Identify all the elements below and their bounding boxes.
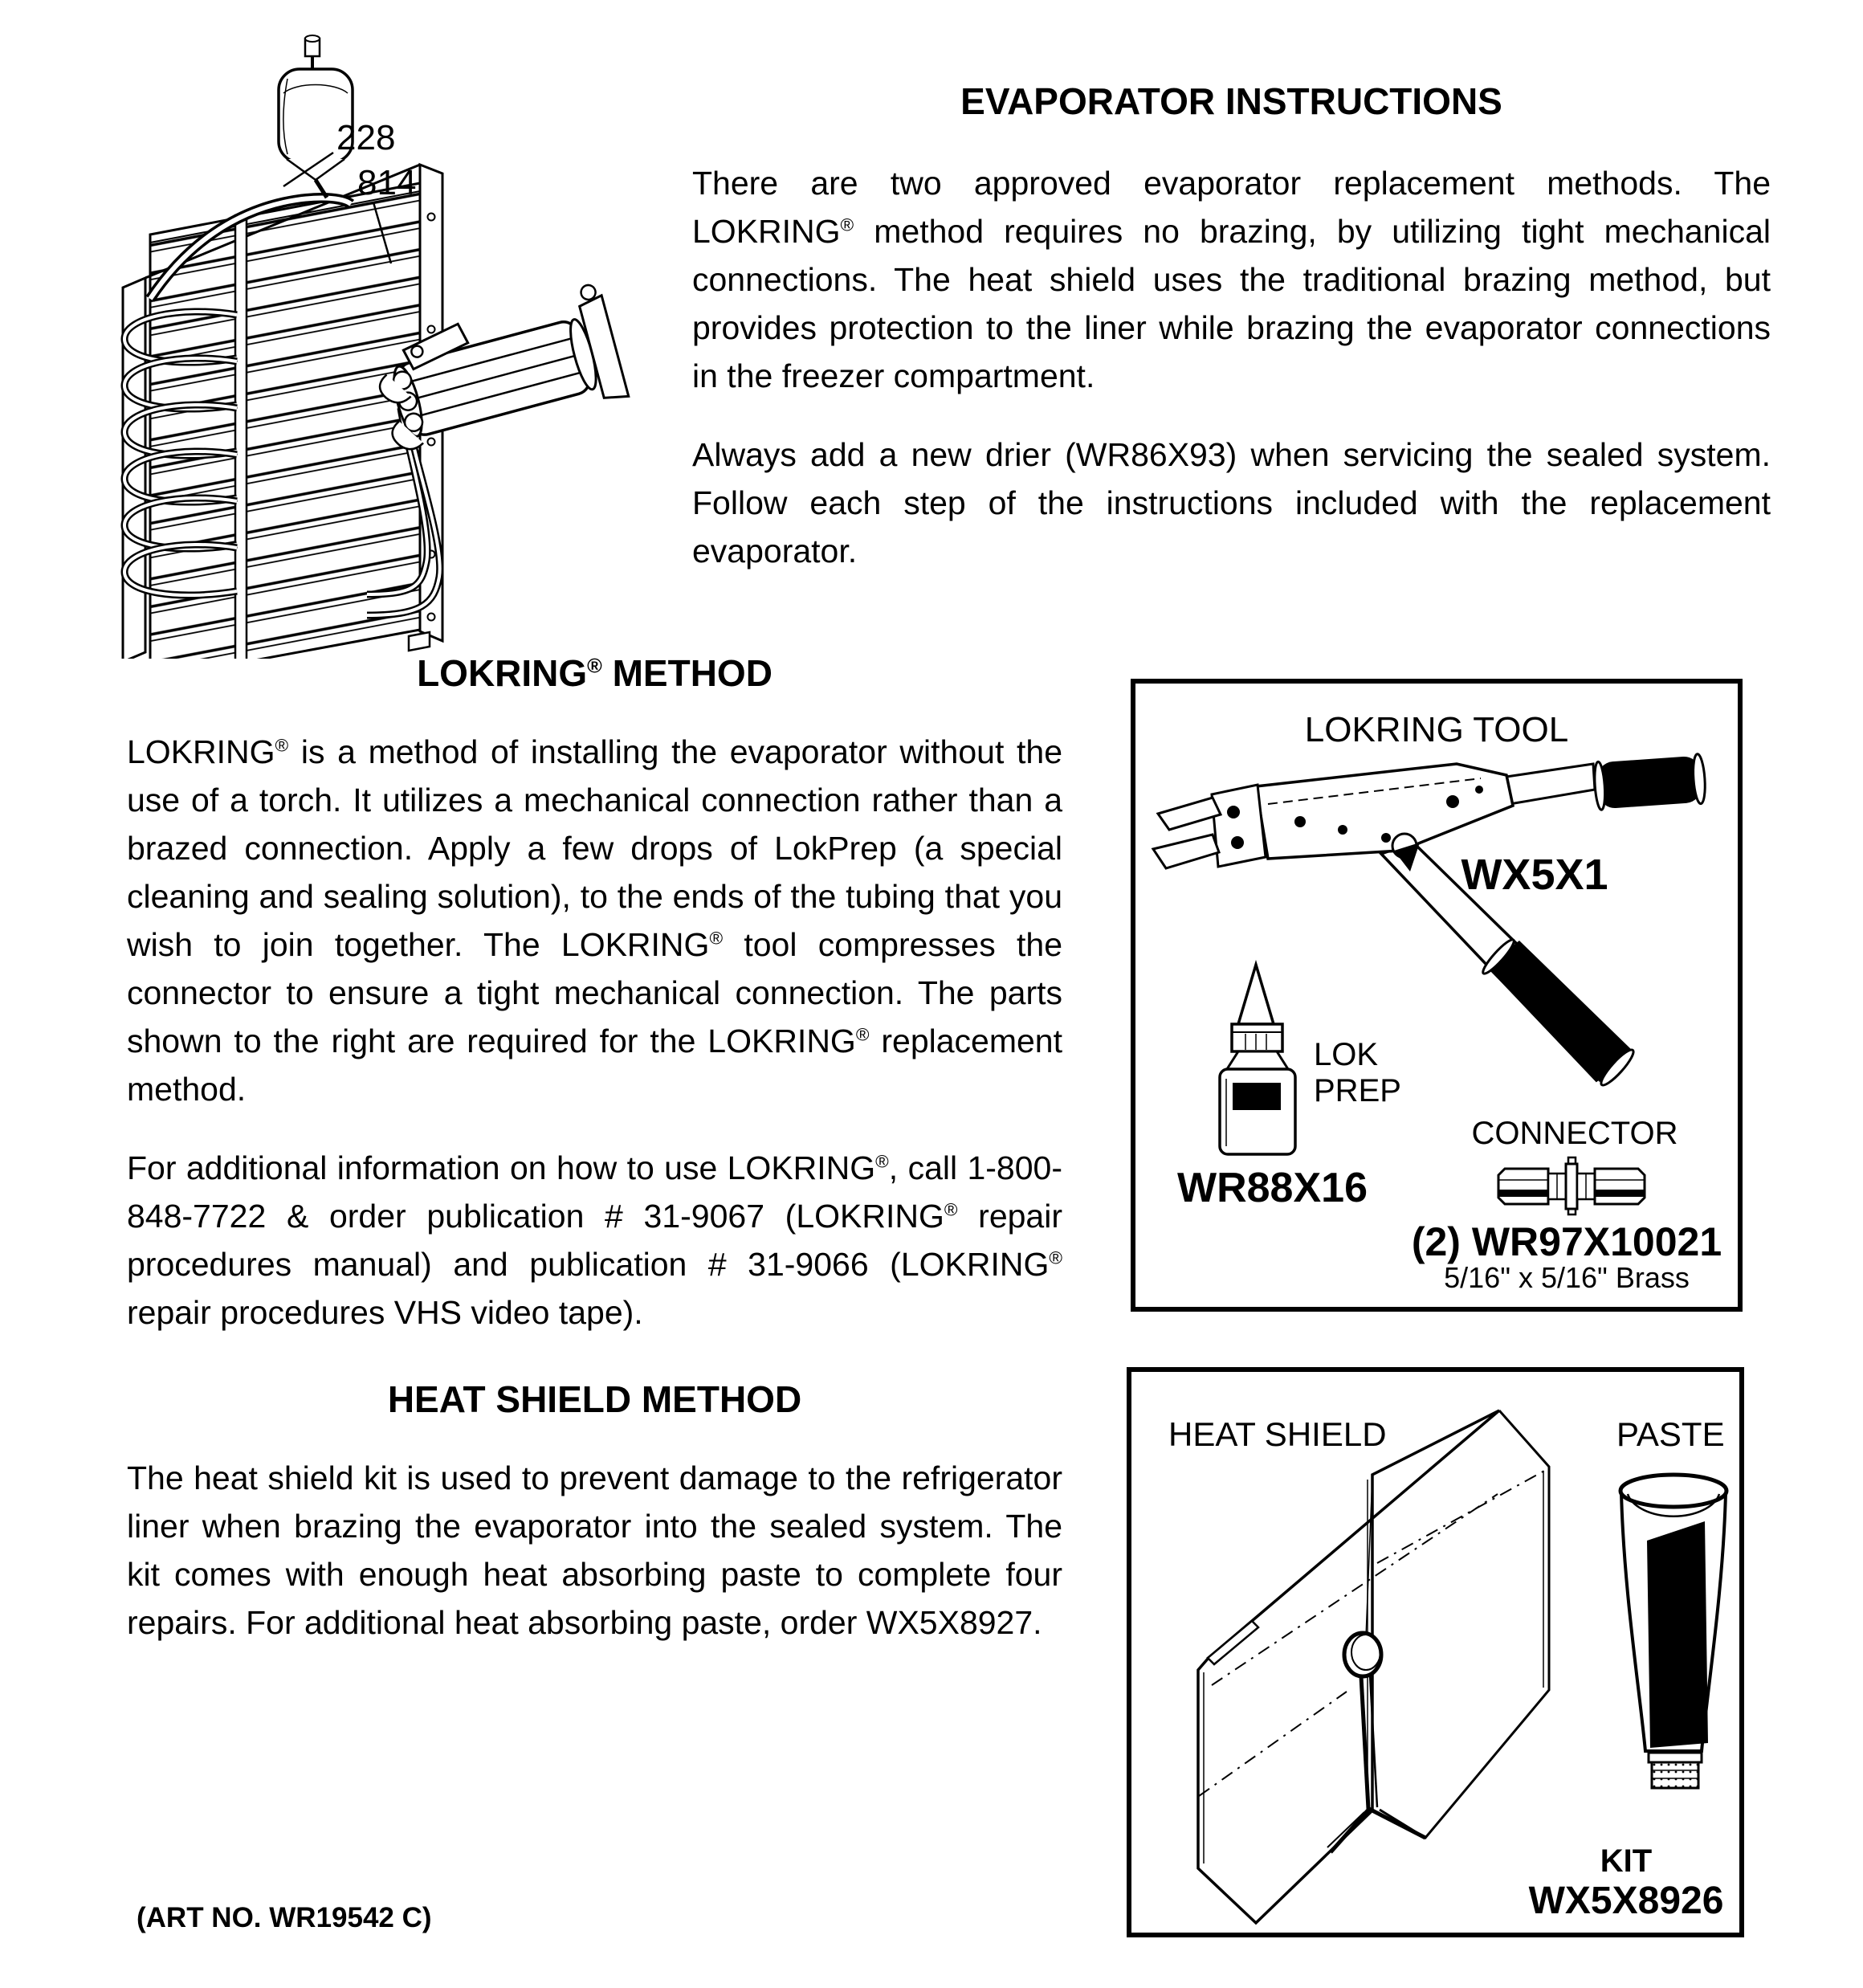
intro-section bbox=[692, 80, 1771, 606]
intro-paragraph-2: Always add a new drier (WR86X93) when servicing the sealed system. Follow each step of the instructions included with the replacement evaporator. bbox=[692, 436, 1771, 569]
bottle-label-size: 65G bbox=[1247, 1098, 1266, 1109]
lokring-parts-drawing bbox=[1135, 684, 1738, 1307]
evaporator-figure bbox=[76, 32, 630, 659]
tube-maker-text: NU-CALGON WHOLESALER INC. bbox=[1652, 1581, 1660, 1693]
heat-shield-drawing bbox=[1198, 1410, 1549, 1923]
callout-814: 814 bbox=[357, 163, 417, 202]
kit-part-number: WX5X8926 bbox=[1528, 1880, 1724, 1922]
tube-brand-text: THERMO-TRAP bbox=[1665, 1565, 1687, 1708]
method-sections bbox=[127, 652, 1062, 1677]
heat-shield-kit-drawing bbox=[1131, 1372, 1739, 1933]
heat-shield-label: HEAT SHIELD bbox=[1168, 1415, 1387, 1453]
connector-part-number: (2) WR97X10021 bbox=[1411, 1219, 1722, 1264]
connector-drawing bbox=[1498, 1157, 1645, 1214]
tool-part-number: WX5X1 bbox=[1461, 851, 1608, 899]
paste-tube-drawing bbox=[1620, 1475, 1726, 1788]
bottle-label-name: LOKPREP bbox=[1232, 1085, 1282, 1097]
lokring-paragraph-2: For additional information on how to use LOKRING®, call 1-800-848-7722 & order publication # 31-9067 (LOKRING® repair procedures manual) and publication # 31-9066 (LOKRING® repair procedures VHS video tape). bbox=[127, 1149, 1062, 1331]
art-number: (ART NO. WR19542 C) bbox=[137, 1902, 432, 1933]
intro-paragraph-1: There are two approved evaporator replacement methods. The LOKRING® method requires no brazing, by utilizing tight mechanical connections. The heat shield uses the traditional brazing method, but provides protection to the liner while brazing the evaporator connections in the freezer compartment. bbox=[692, 165, 1771, 394]
heat-shield-paragraph: The heat shield kit is used to prevent damage to the refrigerator liner when brazing the evaporator into the sealed system. The kit comes with enough heat absorbing paste to complete four repairs. For additional heat absorbing paste, order WX5X8927. bbox=[127, 1459, 1062, 1641]
evaporator-drawing bbox=[76, 32, 630, 659]
lokprep-callout-line2: PREP bbox=[1314, 1073, 1401, 1108]
lokring-paragraph-1: LOKRING® is a method of installing the evaporator without the use of a torch. It utilizes a mechanical connection rather than a brazed connection. Apply a few drops of LokPrep (a special cleaning and sealing solution), to the ends of the tubing that you wish to join together. The LOKRING® tool compresses the connector to ensure a tight mechanical connection. The parts shown to the right are required for the LOKRING® replacement method. bbox=[127, 733, 1062, 1108]
connector-label: CONNECTOR bbox=[1471, 1116, 1678, 1151]
kit-label: KIT bbox=[1600, 1843, 1653, 1879]
heat-shield-method-title: HEAT SHIELD METHOD bbox=[387, 1378, 802, 1420]
lokprep-bottle-drawing bbox=[1220, 965, 1295, 1154]
lokring-tool-label: LOKRING TOOL bbox=[1304, 710, 1569, 749]
lokprep-part-number: WR88X16 bbox=[1177, 1165, 1368, 1211]
connector-spec: 5/16" x 5/16" Brass bbox=[1444, 1261, 1690, 1294]
tube-desc-text: HEAT ABSORBING PASTE bbox=[1690, 1592, 1698, 1682]
heat-shield-kit-figure bbox=[1127, 1367, 1744, 1937]
lokring-method-title: LOKRING® METHOD bbox=[417, 652, 773, 694]
callout-228: 228 bbox=[336, 118, 396, 157]
page-title: EVAPORATOR INSTRUCTIONS bbox=[960, 80, 1502, 122]
lokprep-callout-line1: LOK bbox=[1314, 1037, 1379, 1072]
lokring-parts-figure bbox=[1131, 679, 1743, 1312]
paste-label: PASTE bbox=[1616, 1415, 1725, 1453]
